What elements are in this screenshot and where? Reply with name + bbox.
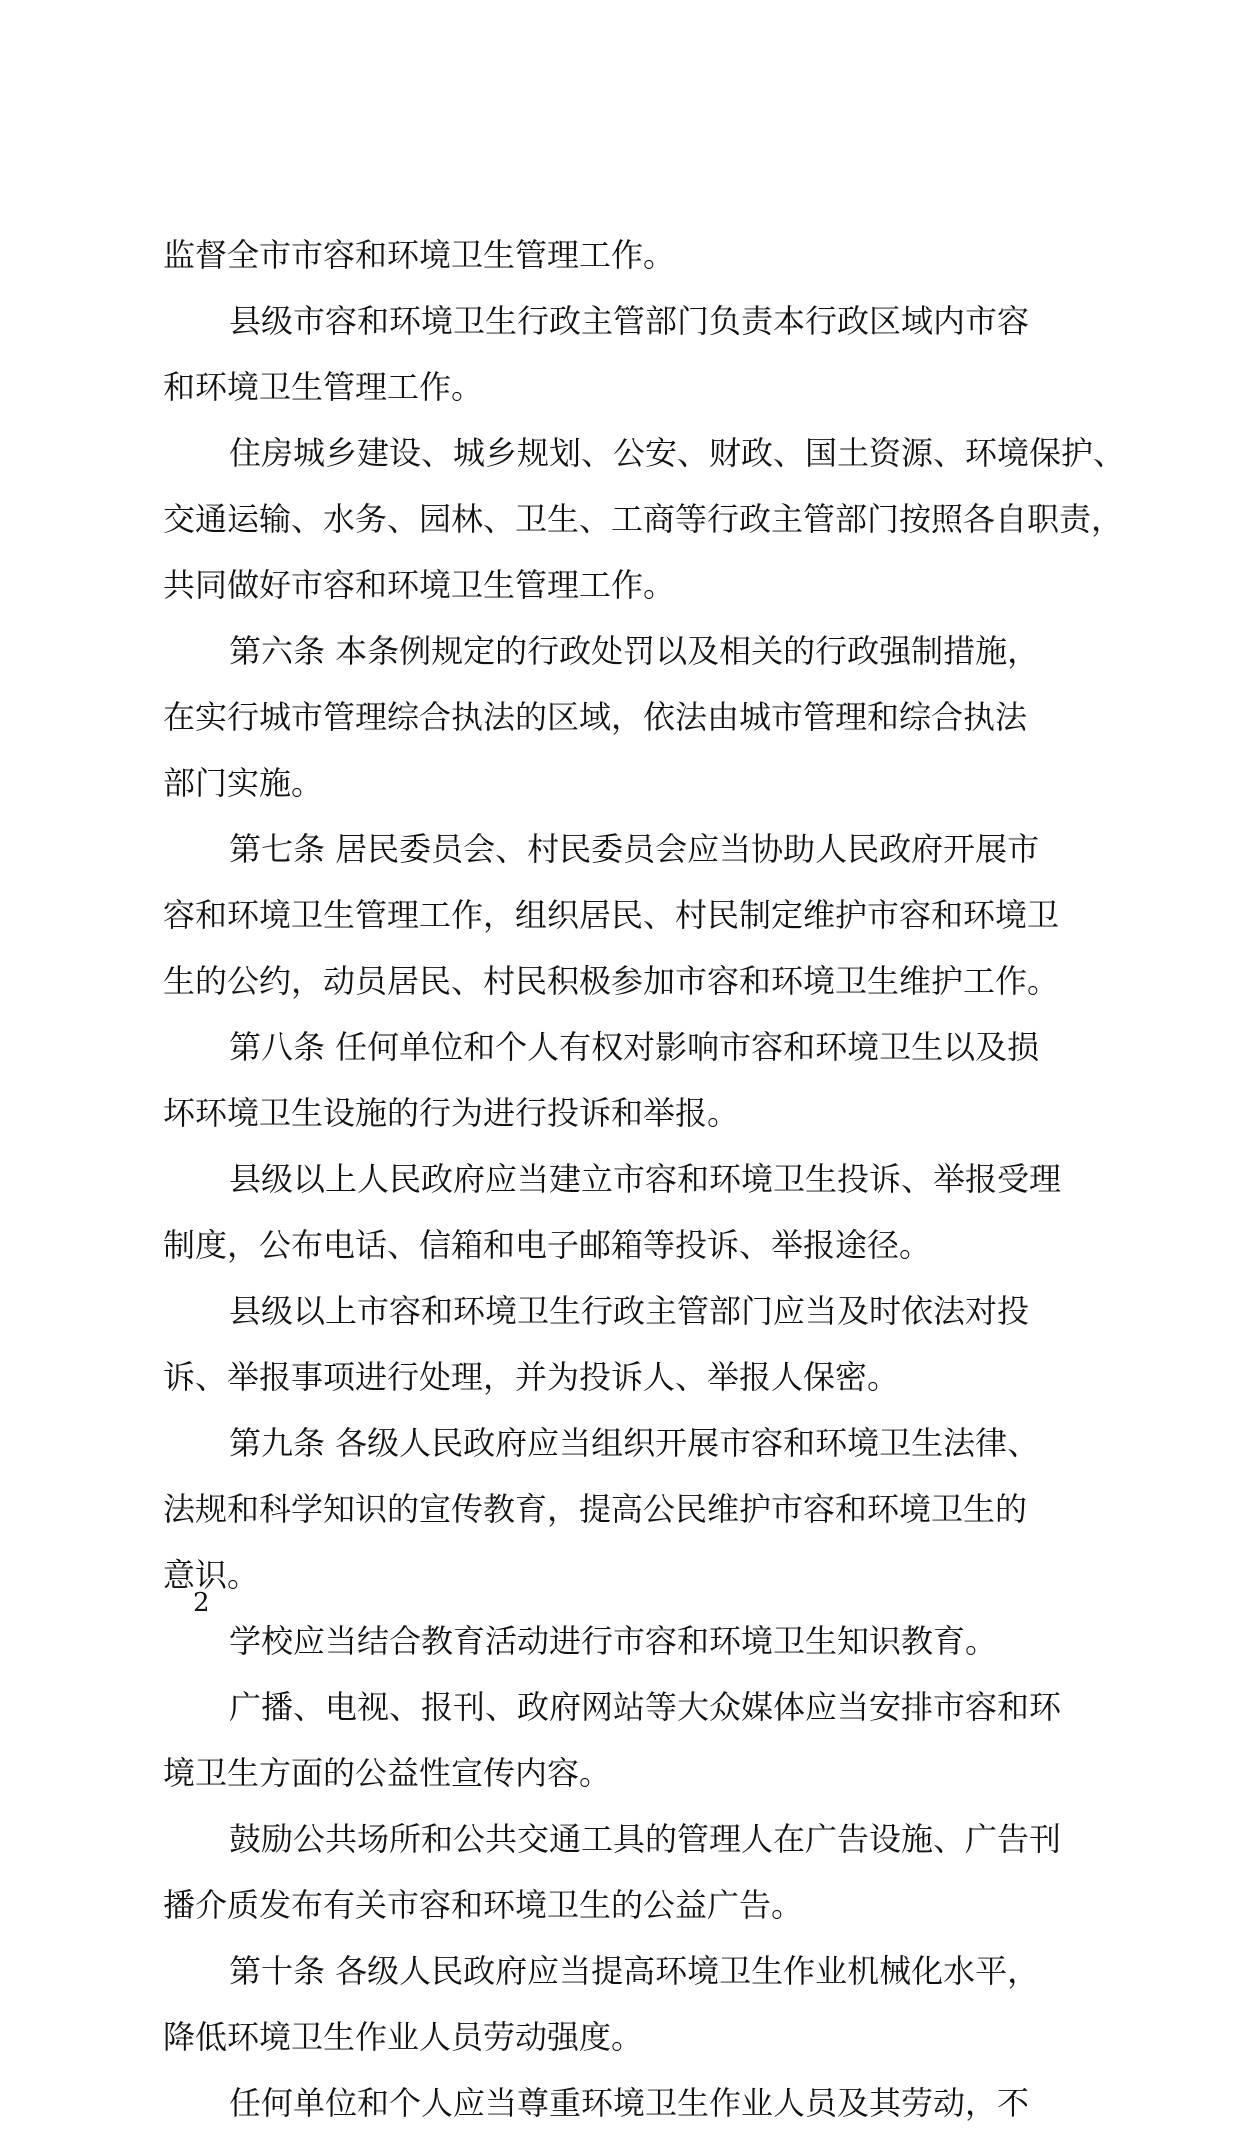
text-line: 意识。 [163,1556,260,1594]
text-line: 境卫生方面的公益性宣传内容。 [163,1754,612,1792]
article-6-heading-line: 第六条 本条例规定的行政处罚以及相关的行政强制措施， [229,632,1040,670]
page-number: 2 [193,1588,210,1618]
text-line: 在实行城市管理综合执法的区域，依法由城市管理和综合执法 [163,698,1028,736]
text-line: 县级市容和环境卫生行政主管部门负责本行政区域内市容 [229,302,1030,340]
body-text [163,222,1126,2136]
text-line: 容和环境卫生管理工作，组织居民、村民制定维护市容和环境卫 [163,896,1060,934]
text-line: 学校应当结合教育活动进行市容和环境卫生知识教育。 [229,1622,998,1660]
text-line: 生的公约，动员居民、村民积极参加市容和环境卫生维护工作。 [163,962,1060,1000]
article-10-heading-line: 第十条 各级人民政府应当提高环境卫生作业机械化水平， [229,1952,1040,1990]
text-line: 交通运输、水务、园林、卫生、工商等行政主管部门按照各自职责， [163,500,1124,538]
text-line: 和环境卫生管理工作。 [163,368,484,406]
text-line: 监督全市市容和环境卫生管理工作。 [163,236,676,274]
text-line: 法规和科学知识的宣传教育，提高公民维护市容和环境卫生的 [163,1490,1028,1528]
text-line: 诉、举报事项进行处理，并为投诉人、举报人保密。 [163,1358,900,1396]
article-7-heading-line: 第七条 居民委员会、村民委员会应当协助人民政府开展市 [229,830,1040,868]
text-line: 降低环境卫生作业人员劳动强度。 [163,2018,644,2056]
text-line: 共同做好市容和环境卫生管理工作。 [163,566,676,604]
text-line: 广播、电视、报刊、政府网站等大众媒体应当安排市容和环 [229,1688,1062,1726]
text-line: 住房城乡建设、城乡规划、公安、财政、国土资源、环境保护、 [229,434,1126,472]
text-line: 播介质发布有关市容和环境卫生的公益广告。 [163,1886,804,1924]
text-line: 县级以上人民政府应当建立市容和环境卫生投诉、举报受理 [229,1160,1062,1198]
text-line: 县级以上市容和环境卫生行政主管部门应当及时依法对投 [229,1292,1030,1330]
article-8-heading-line: 第八条 任何单位和个人有权对影响市容和环境卫生以及损 [229,1028,1040,1066]
text-line: 鼓励公共场所和公共交通工具的管理人在广告设施、广告刊 [229,1820,1062,1858]
text-line: 任何单位和个人应当尊重环境卫生作业人员及其劳动，不 [229,2084,1030,2122]
text-line: 坏环境卫生设施的行为进行投诉和举报。 [163,1094,740,1132]
text-line: 制度，公布电话、信箱和电子邮箱等投诉、举报途径。 [163,1226,932,1264]
article-9-heading-line: 第九条 各级人民政府应当组织开展市容和环境卫生法律、 [229,1424,1040,1462]
text-line: 部门实施。 [163,764,324,802]
